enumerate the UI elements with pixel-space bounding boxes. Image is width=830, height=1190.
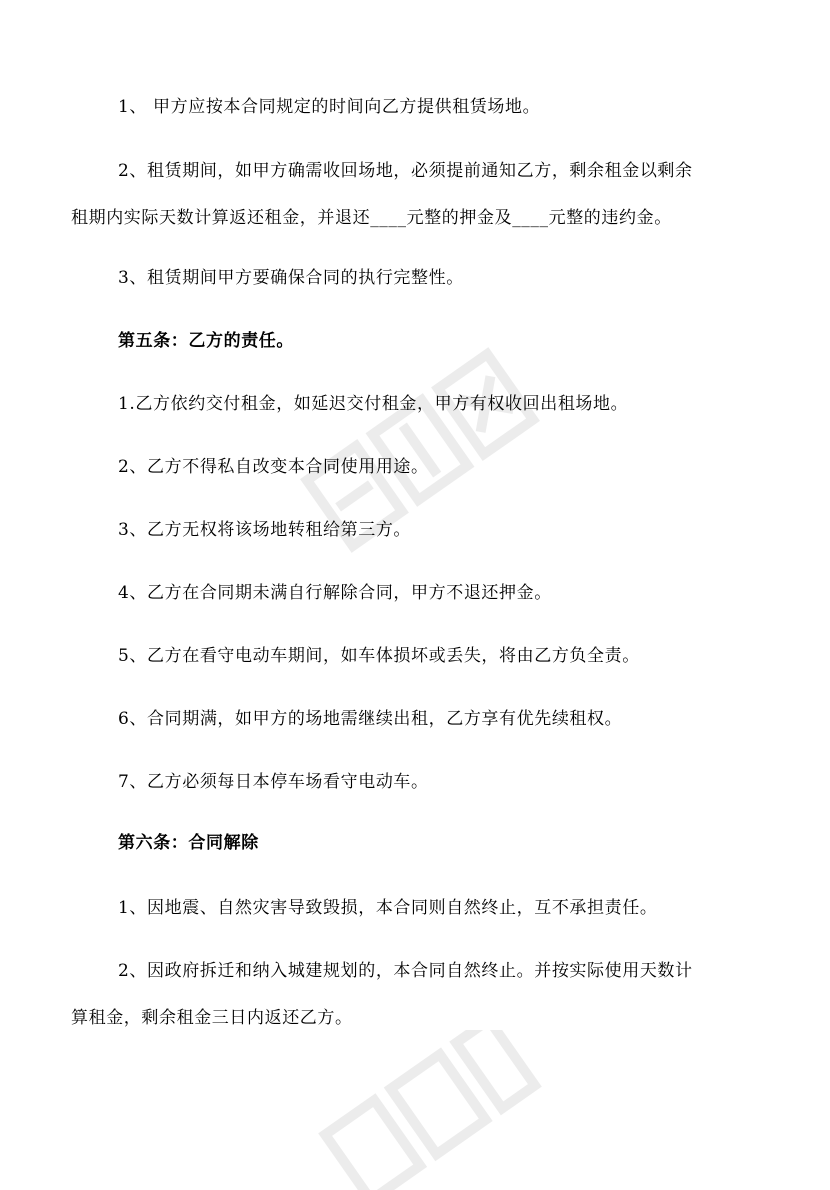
section-5-item-3: 3、乙方无权将该场地转租给第三方。 [118, 520, 412, 540]
paragraph-2-line-2: 租期内实际天数计算返还租金，并退还____元整的押金及____元整的违约金。 [71, 208, 672, 228]
section-6-heading: 第六条：合同解除 [118, 833, 259, 853]
section-5-item-1: 1.乙方依约交付租金，如延迟交付租金，甲方有权收回出租场地。 [118, 394, 629, 414]
section-5-item-6: 6、合同期满，如甲方的场地需继续出租，乙方享有优先续租权。 [118, 709, 623, 729]
section-5-item-5: 5、乙方在看守电动车期间，如车体损坏或丢失，将由乙方负全责。 [118, 646, 640, 666]
paragraph-1: 1、 甲方应按本合同规定的时间向乙方提供租赁场地。 [118, 97, 541, 117]
watermark-mark [270, 300, 570, 600]
section-6-item-2-line-1: 2、因政府拆迁和纳入城建规划的，本合同自然终止。并按实际使用天数计 [118, 961, 693, 981]
section-5-item-7: 7、乙方必须每日本停车场看守电动车。 [118, 772, 429, 792]
section-5-item-4: 4、乙方在合同期未满自行解除合同，甲方不退还押金。 [118, 583, 552, 603]
watermark-mark-bottom [300, 1030, 560, 1190]
section-6-item-2-line-2: 算租金，剩余租金三日内返还乙方。 [71, 1008, 353, 1028]
section-5-item-2: 2、乙方不得私自改变本合同使用用途。 [118, 457, 429, 477]
paragraph-2-line-1: 2、租赁期间，如甲方确需收回场地，必须提前通知乙方，剩余租金以剩余 [118, 161, 693, 181]
section-5-heading: 第五条：乙方的责任。 [118, 331, 294, 351]
section-6-item-1: 1、因地震、自然灾害导致毁损，本合同则自然终止，互不承担责任。 [118, 898, 658, 918]
paragraph-3: 3、租赁期间甲方要确保合同的执行完整性。 [118, 268, 464, 288]
